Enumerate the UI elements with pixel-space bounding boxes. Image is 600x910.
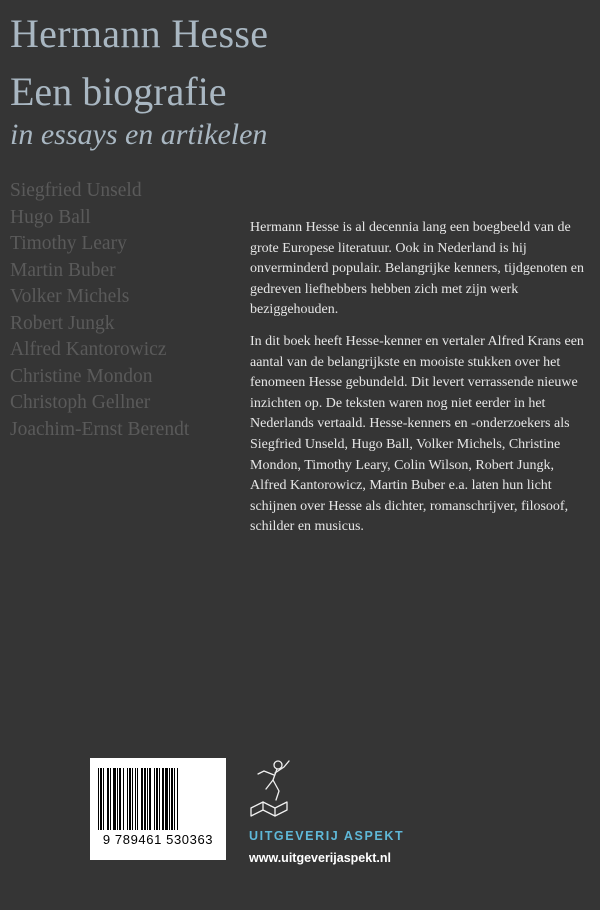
author-name: Volker Michels	[10, 286, 130, 307]
blurb-paragraph: Hermann Hesse is al decennia lang een boegbeeld van de grote Europese literatuur. Ook in Nederland is hij onverminderd populair. Belangrijke kenners, tijdgenoten en gedreven liefhebbers hebben zich met zijn werk beziggehouden.	[250, 220, 584, 318]
book-title: Hermann Hesse	[10, 11, 269, 56]
author-name: Martin Buber	[10, 259, 116, 281]
author-name: Joachim-Ernst Berendt	[10, 418, 190, 440]
author-name: Alfred Kantorowicz	[10, 339, 167, 360]
author-name: Siegfried Unseld	[10, 180, 142, 201]
isbn-number: 9 789461 530363	[102, 832, 214, 847]
author-list	[10, 178, 189, 443]
book-subtitle: Een biografie	[10, 69, 227, 114]
publisher-name: UITGEVERIJ ASPEKT	[249, 829, 405, 843]
blurb-text	[250, 218, 590, 549]
isbn-barcode	[90, 758, 226, 860]
book-tagline: in essays en artikelen	[10, 118, 268, 151]
barcode-bars	[96, 768, 220, 830]
author-name: Hugo Ball	[10, 206, 91, 228]
author-name: Christoph Gellner	[10, 392, 151, 413]
author-name: Christine Mondon	[10, 365, 153, 387]
author-name: Timothy Leary	[10, 233, 127, 254]
blurb-paragraph: In dit boek heeft Hesse-kenner en vertaler Alfred Krans een aantal van de belangrijkste en mooiste stukken over het fenomeen Hesse gebundeld. Dit levert verrassende nieuwe inzichten op. De teksten waren nog niet eerder in het Nederlands vertaald. Hesse-kenners en -onderzoekers als Siegfried Unseld, Hugo Ball, Volker Michels, Christine Mondon, Timothy Leary, Colin Wilson, Robert Jungk, Alfred Kantorowicz, Martin Buber e.a. laten hun licht schijnen over Hesse als dichter, romanschrijver, filosoof, schilder en musicus.	[250, 333, 584, 535]
reader-with-book-icon	[248, 756, 298, 818]
author-name: Robert Jungk	[10, 312, 115, 334]
publisher-website: www.uitgeverijaspekt.nl	[249, 851, 391, 865]
